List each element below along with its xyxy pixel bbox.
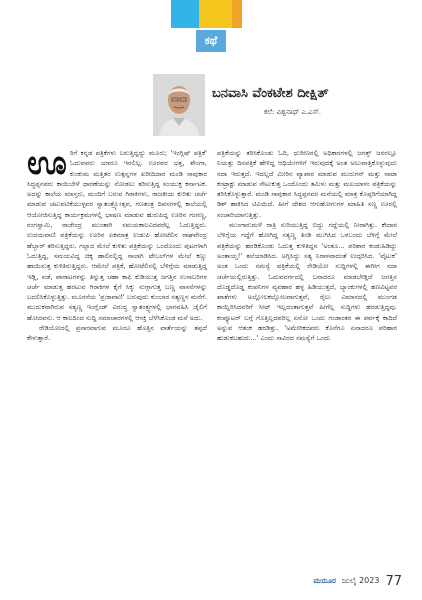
header-stripe-yellow — [199, 0, 232, 28]
header-stripe-gold — [232, 0, 242, 28]
drop-cap: ಊ — [27, 143, 67, 183]
article-paragraph — [27, 143, 207, 323]
paragraph-text: ರಿಗೆ ಕನ್ನಡ ಪತ್ರಿಕೆಗಳು ಬರುತ್ತಿದ್ದದ್ದು ಮೂರು; 'ಇಂಗ್ಲಿಷ್ ಪತ್ರಿಕೆ' ಓದುವವರು ಯಾರೂ ಇರಲಿಲ್ಲ. ಊರವರ ಭತ್ತ, ಶೇಂಗಾ, ಕುಂಕುಮ ಮತ್ತಿತರ ಉತ್ಪನ್ನಗಳ ಖರೀದಿದಾರ ಮಂಡಿ ಸಾವುಕಾರ ಸಿದ್ಧಪ್ಪನವರು ಕಾಯಿಬೇಳೆ ಧಾರಣೆಯನ್ನು ನೋಡಲು ತರಿಸುತ್ತಿದ್ದ ಸಂಯುಕ್ತ ಕರ್ನಾಟಕ. ಅದನ್ನು ಕಾಲೆಯ ಮಾಸ್ತರು, ಮಂದಿಗೆ ಬರುವ ಗಿರಾಕಿಗಳು, ರಾಜಕೀಯ ಕುರಿತು ಚರ್ಚೆ ಮಾಡುವ ಚಟುವಟಿಕೆಯುಳ್ಳವರ ಸ್ವಾತಂತ್ರ್ಯೋತ್ಸವ, ಗಣತಂತ್ರ ದಿವಸಗಳಲ್ಲಿ ಕಾಲೆಯಲ್ಲಿ ಆಯೋಜಿಸುತ್ತಿದ್ದ ಕಾರ್ಯಕ್ರಮಗಳಲ್ಲಿ ಭಾಷಣ ಮಾಡುವ ಹುರುಪಿದ್ದ ಊರಿನ ಗಂಗಣ್ಣ, ರಂಗಸ್ವಾಮಿ, ರಾಜೇಂದ್ರ ಮುಂತಾಗಿ ಸಮಯಕಾಲವಿದವರೆಲ್ಲ ಓದುತ್ತಿದ್ದರು. ಉದಯವಾಣಿ ಪತ್ರಿಕೆಯನ್ನು ಊರಿನ ಏಕಮಾತ್ರ ಉಡುಪಿ ಹೋಟೆಲಿನ ರಾಘವೇಂದ್ರ ಹೆಬ್ಬಾರ್ ತರಿಸುತ್ತಿದ್ದರು. ಗಲ್ಲಾದ ಮೇಲೆ ಕುಳಿತು ಪತ್ರಿಕೆಯನ್ನು ಒಂದೊಂದು ಪುಟಗಳಾಗಿ ಓದುತ್ತಿದ್ದ, ಸಮಯವಿದ್ದ ಚಿಕ್ಕ ಹಾಲಿನಲ್ಲಿದ್ದ ಸಾಲಾಗಿ ಟೇಬಲ್‌ಗಳ ಮೇಲೆ ಕಣ್ಣು ಹಾಯಿಸುತ್ತ ಕುಳಿತಿರುತ್ತಿದ್ದರು. ಆಮೇಲೆ ಪತ್ರಿಕೆ, ಹೋಟೆಲಿನಲ್ಲಿ ಬೆಳಿಗ್ಗೆಯ ಮಾಡುತ್ತಿದ್ದ ಇಡ್ಲಿ, ವಡೆ, ಪಾರಾಟಗಳನ್ನು ತಿನ್ನುತ್ತ ಚಹಾ ಕಾಫಿ ಕುಡಿಯುತ್ತ ಜಗತ್ತಿನ ಉಸಾಬರಿಗಳ ಚರ್ಚೆ ಮಾಡುತ್ತ ಹರಟುವ ಗಿರಾಕಿಗಳ ಕೈಗೆ ಸಿಕ್ಕು ನುಗ್ಗಾಗುತ್ತ ಬಣ್ಣ ವಾಸನೆಗಳನ್ನು ಬದಲಿಸಿಕೊಳ್ಳುತ್ತಿತ್ತು. ಮೂರನೆಯ 'ಪ್ರಜಾವಾಣಿ' ಬರುವುದು ಕುಂಬಾರ ಸತ್ಯಣ್ಣನ ಮನೆಗೆ. ಮುದುಕನಾಗಿರುವ ಸತ್ಯಣ್ಣ ಇಂಗ್ಲೆಂಡ್ ವಿರುದ್ಧ ಸ್ವಾತಂತ್ರ್ಯಗಳಲ್ಲಿ ಭಾಗವಹಿಸಿ ಜೈಲಿಗೆ ಹೋದವನು. ಆ ಕಾಲದಿಂದ ಸುದ್ದಿ ಸಮಾಚಾರಗಳಲ್ಲಿ ಆಸಕ್ತಿ ಬೆಳೆಸಿಕೊಂಡ ಮನೆ ಅದು. — [27, 149, 207, 322]
illustrator-credit: ಕಲೆ: ವಿಶ್ವನಾಥ್ ಎ.ಎಸ್. — [264, 108, 321, 116]
section-label: ಕಥೆ — [196, 30, 226, 52]
article-paragraph: ಪತ್ರಿಕೆಯನ್ನು ತರಿಸಿಕೊಂಡು ಓದಿ, ಧುರೀಣರಲ್ಲಿ ಅಧಿಕಾರಗಳಲ್ಲಿ ಜಗತ್ತ್ ಜನರಲ್ಲೂ ನಿಯತ್ತು ದಿನಪತ್ರಿಕೆ ಹೇಳಿದ್ದ ಆಧಿಯೇಗಳಿಗೆ ಇರುವುದಕ್ಕೆ ಅಂತ ಅಲುವಾತ್ತಿಕೊಳ್ಳುವುದು ಸದಾ ಇರುತ್ತದೆ. ಇದಲ್ಲದೆ ಮೀರಿನ ವ್ಯಾಪಾರ ಮಾಡುವ ಮುರುಗನ್ ಮತ್ತು ನಾಟಾ ಕಂಟ್ರಾಕ್ಟು ಮಾಡುವ ಸೇಟುಕುತ್ತ ಒಂದೊಂದು ತಮಿಳು ಮತ್ತು ಮಲಯಾಳಂ ಪತ್ರಿಕೆಯನ್ನು ತರಿಸಿಕೊಳ್ಳುತ್ತಾರೆ. ಮಂಡಿ ಸಾವುಕಾರ ಸಿದ್ಧಪ್ಪನವರ ಮನೆಯಲ್ಲಿ ಮಾತ್ರ ಕೊಪ್ಪರಿಗೆಯಾಗಿದ್ದ ಡಿಶ್ ಹಾಕಿಸಿದ ಟಿವಿಯಿದೆ. ಹೀಗೆ ದೇಶದ ಆಗುಹೋಗುಗಳ ಮಾಹಿತಿ ಸಣ್ಣ ಊರಲ್ಲಿ ಸಂಚಾರಿಯಾಗುತ್ತಿತ್ತು. — [217, 149, 397, 219]
magazine-name: ಮಯೂರ — [313, 576, 336, 585]
article-column-right — [217, 148, 397, 344]
header-stripe-blue — [171, 0, 199, 28]
page-number: 77 — [385, 573, 402, 589]
article-paragraph: ರೇಡಿಯೋದಲ್ಲಿ ಪ್ರಸಾರವಾಗುವ ಮೂರೂ ಹೊತ್ತಿನ ವಾರ್ತೆಯನ್ನು ತಪ್ಪದೆ ಕೇಳುತ್ತಾರೆ. — [27, 324, 207, 343]
author-photo — [153, 74, 205, 136]
article-column-left — [27, 143, 207, 344]
author-portrait-image — [153, 74, 205, 136]
author-name: ಬನವಾಸಿ ವೆಂಕಟೇಶ ದೀಕ್ಷಿತ್ — [212, 86, 329, 101]
article-paragraph: ಮುಂಗಾರುಮಳೆ ರಾತ್ರಿ ಸುರಿಯುತ್ತಿದ್ದ ಬಿದ್ದು ಗದ್ದೆಯಲ್ಲಿ ನೀರಾಗಿತ್ತು. ಕೇದಾರ ಬೆಳಿಗ್ಗೆಯ ಗದ್ದೆಗೆ ಹೋಗಿದ್ದ ಸತ್ಯಣ್ಣ ತಿಂಡಿ ಮುಗಿಸಿದ ಒಳಬಂದು ಬೆಳಿಗ್ಗೆ ಮೇಲೆ ಪತ್ರಿಕೆಯನ್ನು ಹರಡಿಕೊಂಡು ಓದುತ್ತ ಕುಳಿತಿದ್ದನ ‘ಅಂತೂ... ಪರಿಶಾರ ಕಂಡುಹಿಡಿದ್ದು ಅಂತಾಯ್ತ!’ ತಲೆಯಾಡಿಸಿದ. ಅಗ್ಗಿಸಿದ್ದು ಸತ್ಯ ನಿರಾಳವಾದಂತೆ ಉದ್ಗರಿಸಿದ. ‘ವೈಟುಕ’ ಅಂತ ಒಂದು ಸಮಸ್ಯೆ ಪತ್ರಿಕೆಯಲ್ಲಿ ರೇಡಿಯೋ ಸುದ್ದಿಗಳಲ್ಲಿ ಈಗೀಗ ಸದಾ ಚರ್ಚೆಯಲ್ಲಿರುತ್ತಿತ್ತು. ಓದುವವರ್ಗದಲ್ಲಿ ಬನಾದರೂ ಮಾಡಬೇಡ್ಲಿದೆ ಜಗತ್ತಿನ ದೊಡ್ಡದೊಡ್ಡ ಕಂಪನಿಗಳ ವ್ಯವಹಾರ ಹಳ್ಳ ಹಿಡಿಯುತ್ತದೆ, ಬ್ಯಾಂಕುಗಳಲ್ಲಿ ಹಣವಿಟ್ಟವರ ಖಾತೆಗಳು ಅಲ್ಲೋಲಕಲ್ಲೋಲವಾಗುತ್ತವೆ, ರೈಲು ವಿಮಾನದಲ್ಲಿ ಮುಂಗಡ ಕಾಯ್ದಿರಿಸಿದವರಿಗೆ ಸೀಟ್ ಇಲ್ಲದಂತಾಗುತ್ತವೆ ಹೀಗೆಲ್ಲ ಸುದ್ದಿಗಳು ಹರಡುತ್ತಿದ್ದವು. ಕಂಪ್ಯೂಟರ್ ಬಗ್ಗೆ ಗೊತ್ತಿಲ್ಲದವರಿಲ್ಲ ಏನೋ ಒಂದು ಗಂಡಾಂತರ ಈ ಪರ್ವಕ್ಕೆ ಕಾದಿದೆ ಅನ್ನುವ ಆತಂಕ ಹರಡಿತ್ತು. 'ಅಮೇರಿಕದವರು ಕೊನೆಗೂ ಏನಾದರೂ ಪರಿಹಾರ ಹುಡುಕಬಹುದು...' ಎಂದು ಸಾವಿರದ ಸಮಸ್ಯೆಗೆ ಒಂದು — [217, 221, 397, 343]
issue-date: ಜುಲೈ 2023 — [341, 576, 380, 585]
page-footer — [313, 570, 402, 592]
